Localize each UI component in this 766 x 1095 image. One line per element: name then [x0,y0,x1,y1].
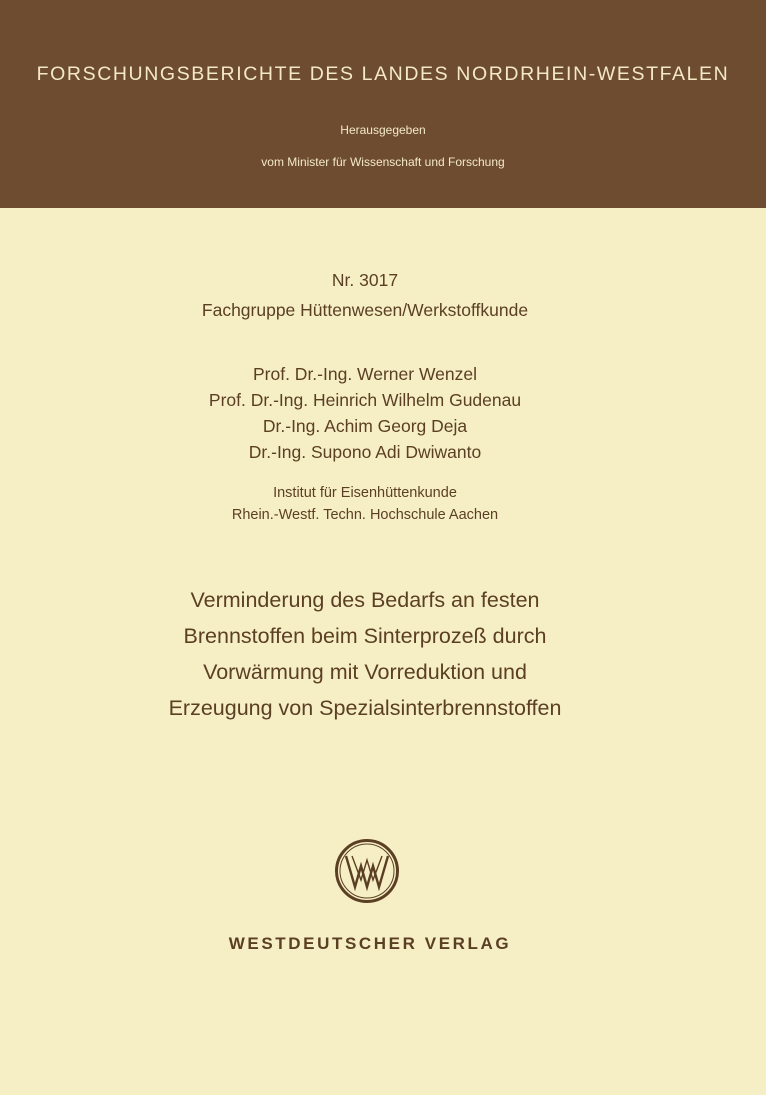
report-number: Nr. 3017 [331,270,399,290]
series-title: FORSCHUNGSBERICHTE DES LANDES NORDRHEIN-WESTFALEN [36,63,730,85]
header-band [0,0,766,208]
title-line: Vorwärmung mit Vorreduktion und [203,660,527,684]
editor-line-1: Herausgegeben [340,123,426,137]
institute-line: Institut für Eisenhüttenkunde [273,485,457,501]
publisher-logo-icon [334,838,400,904]
subject-group: Fachgruppe Hüttenwesen/Werkstoffkunde [201,300,529,320]
author: Prof. Dr.-Ing. Heinrich Wilhelm Gudenau [208,390,522,410]
title-line: Brennstoffen beim Sinterprozeß durch [183,624,547,648]
author: Dr.-Ing. Achim Georg Deja [262,416,468,436]
author-list [0,361,730,465]
title-line: Verminderung des Bedarfs an festen [190,588,540,612]
title-line: Erzeugung von Spezialsinterbrennstoffen [168,696,562,720]
editor-line-2: vom Minister für Wissenschaft und Forschung [261,155,505,169]
book-title [0,582,730,726]
author: Prof. Dr.-Ing. Werner Wenzel [252,364,477,384]
author: Dr.-Ing. Supono Adi Dwiwanto [248,442,482,462]
institute-line: Rhein.-Westf. Techn. Hochschule Aachen [231,507,499,523]
institute [0,482,730,526]
publisher-name: WESTDEUTSCHER VERLAG [228,934,512,953]
